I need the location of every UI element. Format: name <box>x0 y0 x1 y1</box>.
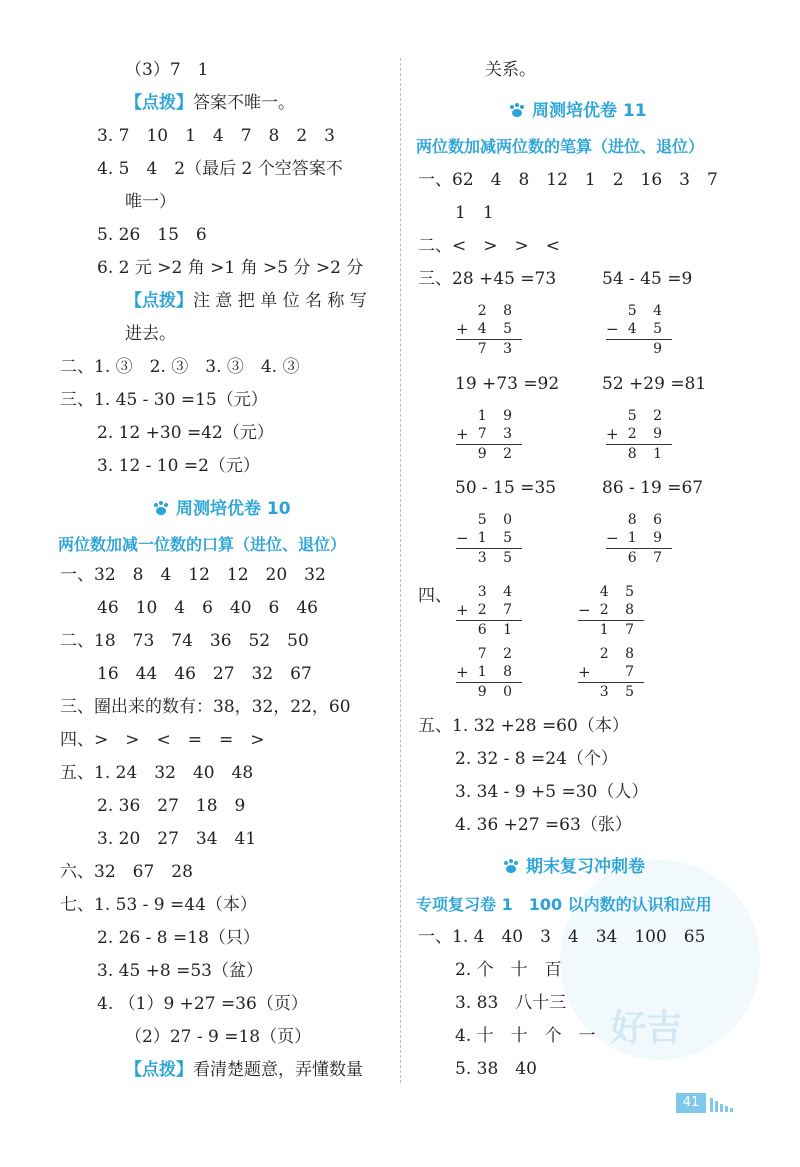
answer-line: 4. 5 4 2（最后 2 个空答案不 <box>97 159 343 179</box>
paw-icon <box>508 102 526 118</box>
vertical-calc <box>456 583 518 639</box>
answer-line: （2）27 - 9 =18（页） <box>125 1027 312 1047</box>
result: 9 2 <box>477 446 518 462</box>
answer-line: 二、< > > < <box>418 236 560 256</box>
answer-line: 1 1 <box>455 203 494 223</box>
hint-tag: 【点拨】 <box>125 1060 193 1080</box>
hint-text: 看清楚题意，弄懂数量 <box>193 1060 363 1080</box>
answer-line: 3. 12 - 10 =2（元） <box>97 456 260 476</box>
operator: + <box>606 425 619 443</box>
answer-line: 6. 2 元 >2 角 >1 角 >5 分 >2 分 <box>97 258 364 278</box>
decorative-bars-icon <box>710 1096 738 1112</box>
answer-line: 2. 26 - 8 =18（只） <box>97 928 260 948</box>
operand-top: 5 4 <box>627 303 668 319</box>
result: 3 5 <box>599 684 640 700</box>
operand-bottom: 7 3 <box>477 426 518 442</box>
operand-bottom: 4 5 <box>627 321 668 337</box>
answer-line: 2. 36 27 18 9 <box>97 796 246 816</box>
answer-line: 关系。 <box>485 60 536 80</box>
subsection-title: 专项复习卷 1 100 以内数的认识和应用 <box>416 895 712 914</box>
operand-top: 2 8 <box>599 646 640 662</box>
operand-top: 8 6 <box>627 512 668 528</box>
operator: − <box>456 529 469 547</box>
hint-line <box>125 289 367 313</box>
column-divider <box>400 58 401 1083</box>
operand-top: 7 2 <box>477 646 518 662</box>
equation: 三、28 +45 =73 <box>418 269 557 289</box>
paw-icon <box>502 858 520 874</box>
operator: + <box>456 601 469 619</box>
answer-line: 五、1. 32 +28 =60（本） <box>418 716 629 736</box>
operator: + <box>456 663 469 681</box>
hint-line <box>125 91 295 115</box>
section-title-11 <box>508 96 647 121</box>
subsection-title: 两位数加减两位数的笔算（进位、退位） <box>416 137 705 156</box>
answer-line: 二、1. ③ 2. ③ 3. ③ 4. ③ <box>60 357 300 377</box>
result: 6 1 <box>477 622 518 638</box>
operand-top: 2 8 <box>477 303 518 319</box>
operand-bottom: 1 9 <box>627 530 668 546</box>
vertical-calc <box>456 302 518 358</box>
operator: − <box>578 601 591 619</box>
vertical-calc <box>456 511 518 567</box>
operand-bottom: 2 8 <box>599 602 640 618</box>
section-title-text: 期末复习冲刺卷 <box>526 857 645 877</box>
answer-line: 3. 83 八十三 <box>455 993 567 1013</box>
vertical-calc <box>578 583 640 639</box>
answer-line: 4. 十 十 个 一 <box>455 1026 596 1046</box>
equation: 52 +29 =81 <box>602 374 707 394</box>
answer-line: 16 44 46 27 32 67 <box>97 664 312 684</box>
operand-top: 5 0 <box>477 512 518 528</box>
hint-text: 注 意 把 单 位 名 称 写 <box>193 291 367 311</box>
answer-line: 进去。 <box>125 324 176 344</box>
result: 3 5 <box>477 550 518 566</box>
operand-bottom: 2 9 <box>627 426 668 442</box>
answer-line: 一、62 4 8 12 1 2 16 3 7 <box>418 170 718 190</box>
answer-line: 唯一） <box>125 192 176 212</box>
page-number: 41 <box>676 1093 706 1113</box>
hint-line <box>125 1058 363 1082</box>
answer-line: 二、18 73 74 36 52 50 <box>60 631 309 651</box>
subsection-title: 两位数加减一位数的口算（进位、退位） <box>58 535 347 554</box>
result: 9 <box>653 341 668 357</box>
operand-top: 4 5 <box>599 584 640 600</box>
answer-line: 一、32 8 4 12 12 20 32 <box>60 565 326 585</box>
answer-line: 3. 7 10 1 4 7 8 2 3 <box>97 126 335 146</box>
vertical-calc <box>578 645 640 701</box>
result: 1 7 <box>599 622 640 638</box>
answer-line: 三、1. 45 - 30 =15（元） <box>60 390 268 410</box>
answer-line: 2. 12 +30 =42（元） <box>97 423 274 443</box>
answer-line: 3. 45 +8 =53（盆） <box>97 961 263 981</box>
hint-tag: 【点拨】 <box>125 291 193 311</box>
operator: + <box>456 425 469 443</box>
hint-tag: 【点拨】 <box>125 93 193 113</box>
section-title-final <box>502 852 645 877</box>
result: 9 0 <box>477 684 518 700</box>
answer-line: （3）7 1 <box>125 60 209 80</box>
operator: − <box>606 529 619 547</box>
vertical-calc <box>456 407 518 463</box>
answer-line: 5. 26 15 6 <box>97 225 207 245</box>
answer-line: 5. 38 40 <box>455 1059 537 1079</box>
vertical-calc <box>606 407 668 463</box>
question-label: 四、 <box>418 586 452 606</box>
result: 6 7 <box>627 550 668 566</box>
equation: 19 +73 =92 <box>455 374 560 394</box>
result: 7 3 <box>477 341 518 357</box>
answer-line: 六、32 67 28 <box>60 862 193 882</box>
answer-line: 3. 34 - 9 +5 =30（人） <box>455 782 649 802</box>
operand-bottom: 4 5 <box>477 321 518 337</box>
vertical-calc <box>456 645 518 701</box>
equation: 50 - 15 =35 <box>455 478 557 498</box>
operator: + <box>456 320 469 338</box>
answer-line: 四、> > < = = > <box>60 730 265 750</box>
answer-line: 2. 32 - 8 =24（个） <box>455 749 618 769</box>
section-title-text: 周测培优卷 11 <box>532 101 647 121</box>
operand-bottom: 7 <box>625 664 640 680</box>
answer-line: 七、1. 53 - 9 =44（本） <box>60 895 257 915</box>
equation: 86 - 19 =67 <box>602 478 704 498</box>
operator: + <box>578 663 591 681</box>
answer-line: 一、1. 4 40 3 4 34 100 65 <box>418 927 706 947</box>
operand-top: 1 9 <box>477 408 518 424</box>
watermark-text: 好吉 <box>610 1008 683 1049</box>
answer-line: 46 10 4 6 40 6 46 <box>97 598 318 618</box>
vertical-calc <box>606 302 668 358</box>
answer-line: 4. 36 +27 =63（张） <box>455 815 632 835</box>
equation: 54 - 45 =9 <box>602 269 693 289</box>
operator: − <box>606 320 619 338</box>
operand-top: 3 4 <box>477 584 518 600</box>
answer-line: 三、圈出来的数有：38，32，22，60 <box>60 697 351 717</box>
result: 8 1 <box>627 446 668 462</box>
vertical-calc <box>606 511 668 567</box>
paw-icon <box>152 500 170 516</box>
operand-top: 5 2 <box>627 408 668 424</box>
answer-line: 4. （1）9 +27 =36（页） <box>97 994 308 1014</box>
section-title-text: 周测培优卷 10 <box>176 499 291 519</box>
answer-line: 2. 个 十 百 <box>455 960 562 980</box>
operand-bottom: 1 8 <box>477 664 518 680</box>
operand-bottom: 1 5 <box>477 530 518 546</box>
hint-text: 答案不唯一。 <box>193 93 295 113</box>
answer-line: 3. 20 27 34 41 <box>97 829 257 849</box>
answer-line: 五、1. 24 32 40 48 <box>60 763 254 783</box>
section-title-10 <box>152 494 291 519</box>
operand-bottom: 2 7 <box>477 602 518 618</box>
